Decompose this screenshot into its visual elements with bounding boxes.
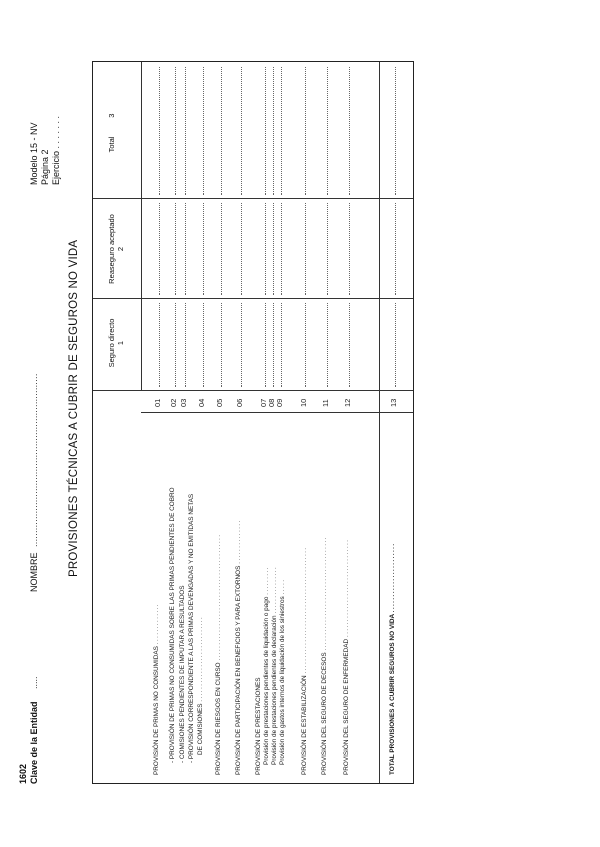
cell-11-total[interactable] <box>327 67 328 195</box>
code-col-separator <box>141 412 413 413</box>
form-number: 1602 <box>18 763 28 784</box>
row-11-label: PROVISIÓN DEL SEGURO DE DECESOS .................................... <box>321 536 328 775</box>
col-head-direct: Seguro directo 1 <box>107 318 125 368</box>
cell-08-accepted[interactable] <box>273 203 274 295</box>
cell-03-accepted[interactable] <box>185 203 186 295</box>
cell-10-accepted[interactable] <box>305 203 306 295</box>
row-05-code: 05 <box>215 398 224 407</box>
entity-key-field[interactable]: ..... <box>29 676 39 689</box>
total-separator <box>379 62 380 783</box>
cell-05-total[interactable] <box>221 67 222 195</box>
provisions-table <box>92 61 414 784</box>
name-field[interactable]: .............................................................. <box>29 373 39 547</box>
cell-07-direct[interactable] <box>265 303 266 387</box>
cell-06-direct[interactable] <box>241 303 242 387</box>
cell-12-accepted[interactable] <box>349 203 350 295</box>
cell-09-direct[interactable] <box>281 303 282 387</box>
row-04-code: 04 <box>197 398 206 407</box>
row-07-label: Provisión de prestaciones pendientes de liquidación o pago ......... <box>263 566 270 765</box>
cell-04-total[interactable] <box>203 67 204 195</box>
row-02-label: - PROVISIÓN DE PRIMAS NO CONSUMIDAS SOBRE LAS PRIMAS PENDIENTES DE COBRO <box>169 487 176 763</box>
cell-01-direct[interactable] <box>159 303 160 387</box>
row-03-label: - COMISIONES PENDIENTES DE IMPUTAR A RESULTADOS <box>179 585 186 763</box>
cell-08-direct[interactable] <box>273 303 274 387</box>
entity-key-label: Clave de la Entidad <box>29 701 39 784</box>
cell-13-total[interactable] <box>395 67 396 195</box>
model-label: Modelo 15 - NV <box>29 122 39 185</box>
cell-08-total[interactable] <box>273 67 274 195</box>
cell-02-direct[interactable] <box>175 303 176 387</box>
cell-04-direct[interactable] <box>203 303 204 387</box>
row-01-label: PROVISIÓN DE PRIMAS NO CONSUMIDAS ............. <box>153 603 160 775</box>
row-05-label: PROVISIÓN DE RIESGOS EN CURSO ........................................ <box>215 533 222 775</box>
row-06-label: PROVISIÓN DE PARTICIPACIÓN EN BENEFICIOS Y PARA EXTORNOS .............. <box>235 519 242 775</box>
row-10-code: 10 <box>299 398 308 407</box>
cell-07-total[interactable] <box>265 67 266 195</box>
row-03-code: 03 <box>179 398 188 407</box>
cell-12-total[interactable] <box>349 67 350 195</box>
cell-13-accepted[interactable] <box>395 203 396 295</box>
row-08-code: 08 <box>267 398 276 407</box>
cell-06-total[interactable] <box>241 67 242 195</box>
row-12-code: 12 <box>343 398 352 407</box>
row-10-label: PROVISIÓN DE ESTABILIZACIÓN ........................................ <box>301 546 308 775</box>
cell-02-total[interactable] <box>175 67 176 195</box>
cell-11-direct[interactable] <box>327 303 328 387</box>
cell-04-accepted[interactable] <box>203 203 204 295</box>
cell-05-direct[interactable] <box>221 303 222 387</box>
cell-10-total[interactable] <box>305 67 306 195</box>
row-06-code: 06 <box>235 398 244 407</box>
row-09-code: 09 <box>275 398 284 407</box>
cell-10-direct[interactable] <box>305 303 306 387</box>
row-11-code: 11 <box>321 399 330 407</box>
exercise-field[interactable]: Ejercicio . . . . . . . <box>51 115 61 185</box>
row-01-code: 01 <box>153 398 162 407</box>
cell-03-direct[interactable] <box>185 303 186 387</box>
cell-11-accepted[interactable] <box>327 203 328 295</box>
row-02-code: 02 <box>169 398 178 407</box>
row-13-code: 13 <box>389 398 398 407</box>
cell-09-total[interactable] <box>281 67 282 195</box>
row-04-label-cont: DE COMISIONES ........................... <box>197 615 204 755</box>
cell-01-total[interactable] <box>159 67 160 195</box>
row-12-label: PROVISIÓN DEL SEGURO DE ENFERMEDAD ............................... <box>343 538 350 775</box>
col-head-total: Total 3 <box>107 113 116 153</box>
row-08-label: Provisión de prestaciones pendientes de declaración ............... <box>271 566 278 765</box>
row-07-code: 07 <box>259 398 268 407</box>
cell-06-accepted[interactable] <box>241 203 242 295</box>
cell-07-accepted[interactable] <box>265 203 266 295</box>
cell-09-accepted[interactable] <box>281 203 282 295</box>
row-prestaciones-label: PROVISIÓN DE PRESTACIONES <box>255 677 262 775</box>
row-09-label: Provisión de gastos internos de liquidación de los siniestros ..... <box>279 578 286 765</box>
row-13-label: TOTAL PROVISIONES A CUBRIR SEGUROS NO VIDA ...................... <box>389 542 396 775</box>
name-label: NOMBRE <box>29 552 39 592</box>
cell-03-total[interactable] <box>185 67 186 195</box>
cell-12-direct[interactable] <box>349 303 350 387</box>
cell-13-direct[interactable] <box>395 303 396 387</box>
form-title: PROVISIONES TÉCNICAS A CUBRIR DE SEGUROS NO VIDA <box>68 239 80 577</box>
cell-05-accepted[interactable] <box>221 203 222 295</box>
cell-02-accepted[interactable] <box>175 203 176 295</box>
header-separator <box>141 62 142 391</box>
col-head-accepted: Reaseguro aceptado 2 <box>107 214 125 284</box>
row-04-label: - PROVISIÓN CORRESPONDIENTE A LAS PRIMAS DEVENGADAS Y NO EMITIDAS NETAS <box>188 493 195 763</box>
cell-01-accepted[interactable] <box>159 203 160 295</box>
page-label: Página 2 <box>40 149 50 185</box>
